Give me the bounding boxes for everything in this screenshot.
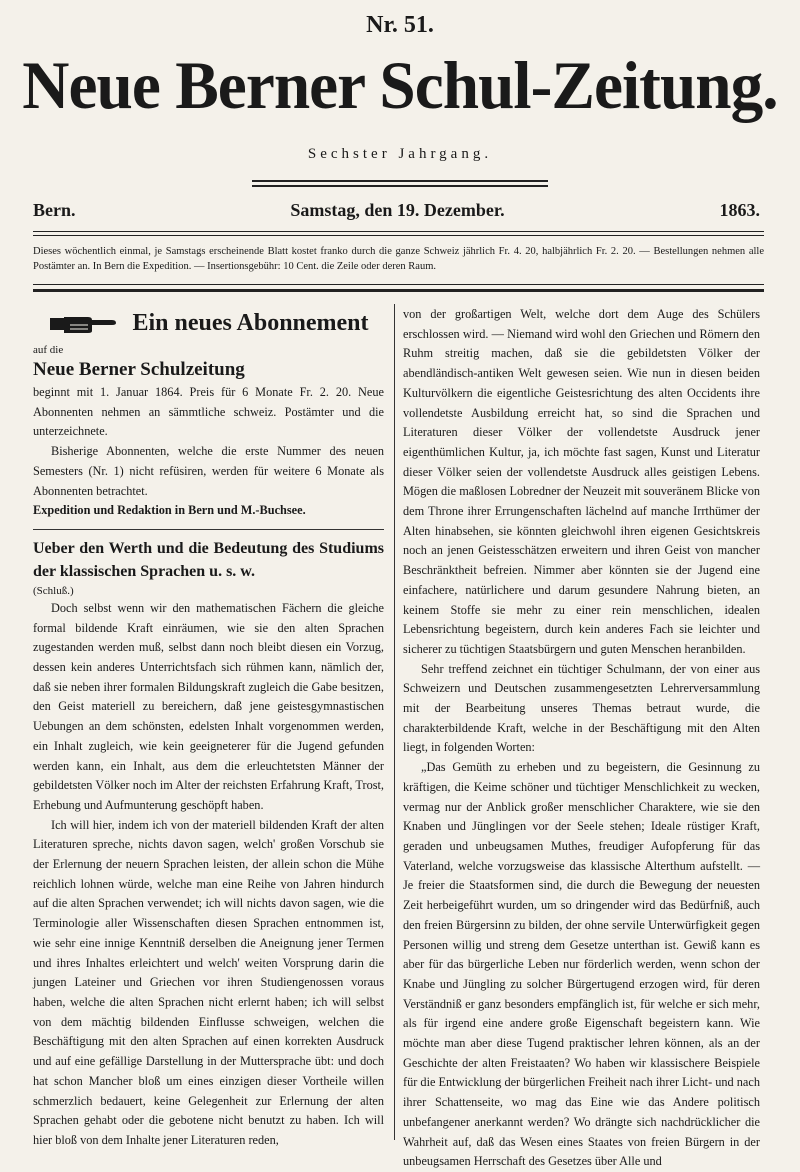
article-left-paragraph-2: Ich will hier, indem ich von der materiell bildenden Kraft der alten Literaturen spreche, nichts davon sagen, welch' großen Vorschub sie der Erlernung der neuern Sprachen leisten, der allein schon die Mühe reichlich lohnen würde, welche man eine Reihe von Jahren hindurch auf die alten Sprachen verwendet; ich will nichts davon sagen, wie die Terminologie aller Wissenschaften diesen Sprachen entnommen ist, wie sehr eine innige Kenntniß derselben die Aneignung jener Termen und ihres Inhaltes erleichtert und welch' weiten Vorsprung darin die jungen Lateiner und Griechen vor ihren Studiengenossen voraus haben, welche die alten Sprachen nicht erlernt haben; ich will selbst von dem mächtig bildenden Einflusse schweigen, welchen die Beschäftigung mit den alten Sprachen auf einen korrekten Ausdruck und auf eine gefällige Darstellung in der Muttersprache übt: und doch hat schon Mancher bloß um eines einzigen dieser Vortheile willen schmerzlich bedauert, keine Gelegenheit zur Erlernung der alten Sprachen gehabt oder die gebotene nicht benutzt zu haben. Ich will hier bloß von dem Inhalte jener Literaturen reden,: [33, 817, 384, 1147]
masthead-rule-bottom: [252, 185, 548, 187]
rule-below-notice: [33, 284, 764, 285]
article-right-paragraph-3: „Das Gemüth zu erheben und zu begeistern, die Gesinnung zu kräftigen, die Keime schöner und tüchtiger Menschlichkeit zu wecken, vermag nur der Anblick großer menschlicher Charaktere, wie sie den Knaben und Jünglingen vor der Seele stehen; Ideale rüstiger Kraft, geraden und unbeugsamen Muthes, freudiger Aufopferung für das Vaterland, welche vorzugsweise das klassische Alterthum aufstellt. — Je freier die Staatsformen sind, die durch die Bewegung der neuesten Zeit herbeigeführt wurden, um so dringender wird das Bedürfniß, auch den freien Bürgersinn zu bilden, der ohne servile Unterwürfigkeit gegen Personen willig und streng dem Gesetze unterthan ist. Gewiß kann es aber für das bürgerliche Leben nur förderlich werden, wenn schon der Knabe und Jüngling zu solcher Bürgertugend erzogen wird, für deren Verständniß er ganz besonders empfänglich ist, für welche er sich mehr, als für irgend eine andere große Eigenschaft begeistern kann. Wie möchte man aber diese Tugend praktischer lehren können, als an der Geschichte der alten Freistaaten? Wo haben wir klassischere Beispiele für die Entwicklung der bürgerlichen Freiheit nach ihrer Licht- und nach ihrer Schattenseite, wo mag das Eine wie das Andere politisch unbefangener anerkannt werden? Wo drängte sich nachdrücklicher die Wahrheit auf, daß das Wesen eines Staates von freien Bürgern in der unbeugsamen Herrschaft des Gesetzes über Alle und: [403, 760, 760, 1169]
issue-number: Nr. 51.: [366, 12, 434, 38]
column-divider: [394, 304, 395, 1140]
advert-signature: Expedition und Redaktion in Bern und M.-Buchsee.: [33, 503, 306, 518]
masthead-title: Neue Berner Schul-Zeitung.: [22, 47, 778, 123]
advert-paper-name: Neue Berner Schulzeitung: [33, 359, 245, 380]
pointing-hand-icon: [48, 312, 118, 336]
article-title: Ueber den Werth und die Bedeutung des Studiums der klassischen Sprachen u. s. w.: [33, 539, 384, 580]
article-right-paragraph-1: von der großartigen Welt, welche dort dem Auge des Schülers erschlossen wird. — Niemand wird wohl den Griechen und Römern den Ruhm streitig machen, daß sie die gebildetsten Völker der abendländisch-antiken Welt gewesen seien. Wie nun in diesen beiden Kulturvölkern die eigentliche Geistesrichtung des alten Occidents ihre vollendetste Ausbildung erreicht hat, so sind die Sprachen und Literaturen dieser Völker der vollendetste Ausdruck jener eigenthümlichen Kultur, ja, ich möchte fast sagen, Kunst und Literatur dieser Völker seien der vollendetste Ausdruck alles geistigen Lebens. Mögen die maßlosen Lobredner der Neuzeit mit souveränem Blicke von dem Throne ihrer Errungenschaften lächelnd auf manche Irrthümer der Alten hinabsehen, sie könnten gleichwohl ihren eigenen Gesichtskreis noch an jenen Geistesschätzen erweitern und ihren Geist von mancher Beschränktheit befreien. Nimmer aber könnten sie der Jugend eine einfachere, natürlichere und darum gesundere Nahrung bieten, an keinem Stoffe sie mehr zu einer rein menschlichen, idealen Lebensrichtung begeistern, durch kein anderes Fach sie leichter und sicherer zu tüchtigen Staatsbürgern und guten Menschen heranbilden.: [403, 307, 760, 656]
article-continuation: (Schluß.): [33, 584, 74, 597]
article-right-paragraph-2: Sehr treffend zeichnet ein tüchtiger Schulmann, der von einer aus Schweizern und Deutschen zusammengesetzten Lehrerversammlung mit der Bearbeitung unseres Themas betraut wurde, die charakterbildende Kraft, welche in der Beschäftigung mit den Alten liegt, in folgenden Worten:: [403, 661, 760, 755]
dateline-year: 1863.: [719, 200, 760, 220]
rule-above-notice: [33, 231, 764, 232]
advert-small-text: auf die: [33, 344, 64, 356]
advert-paragraph-2: Bisherige Abonnenten, welche die erste Nummer des neuen Semesters (Nr. 1) nicht refüsiren, werden für weitere 6 Monate als Abonnenten betrachtet.: [33, 444, 384, 498]
advert-paragraph-1: beginnt mit 1. Januar 1864. Preis für 6 Monate Fr. 2. 20. Neue Abonnenten nehmen an sämmtliche schweiz. Postämter und die unterzeichnete.: [33, 385, 384, 439]
volume-subtitle: Sechster Jahrgang.: [307, 146, 493, 162]
rule-below-notice-thick: [33, 289, 764, 292]
dateline: [33, 200, 760, 221]
article-left-paragraph-1: Doch selbst wenn wir den mathematischen Fächern die gleiche formal bildende Kraft einräumen, wie sie den alten Sprachen zugestanden werden muß, selbst dann noch bleibt diesen ein Vorzug, dessen kein anderes Unterrichtsfach sich rühmen kann, nämlich der, daß sie neben ihrer formalen Bildungskraft zugleich die Gabe besitzen, den Geist materiell zu bereichern, daß jene geistesgymnastischen Uebungen an dem schönsten, edelsten Inhalt vorgenommen werden, ein Inhalt zugleich, wie kein geeigneterer für die Jugend gefunden werden kann, ein Inhalt, aus dem die erleuchtetsten Männer der gebildetsten Völker noch im Alter der reichsten Erfahrung Kraft, Trost, Erhebung und Aufmunterung geschöpft haben.: [33, 600, 384, 812]
rule-above-notice-2: [33, 235, 764, 236]
subscription-notice: Dieses wöchentlich einmal, je Samstags erscheinende Blatt kostet franko durch die ganze Schweiz jährlich Fr. 4. 20, halbjährlich Fr. 2. 20. — Bestellungen nehmen alle Postämter an. In Bern die Expedition. — Insertionsgebühr: 10 Cent. die Zeile oder deren Raum.: [33, 246, 764, 272]
advert-heading: [33, 305, 384, 343]
article-separator: [33, 529, 384, 530]
right-column: [403, 305, 760, 1169]
dateline-place: Bern.: [33, 200, 76, 220]
left-column: [33, 305, 384, 1145]
advert-title: Ein neues Abonnement: [132, 310, 369, 337]
masthead-rule-top: [252, 180, 548, 182]
dateline-date: Samstag, den 19. Dezember.: [290, 200, 505, 220]
